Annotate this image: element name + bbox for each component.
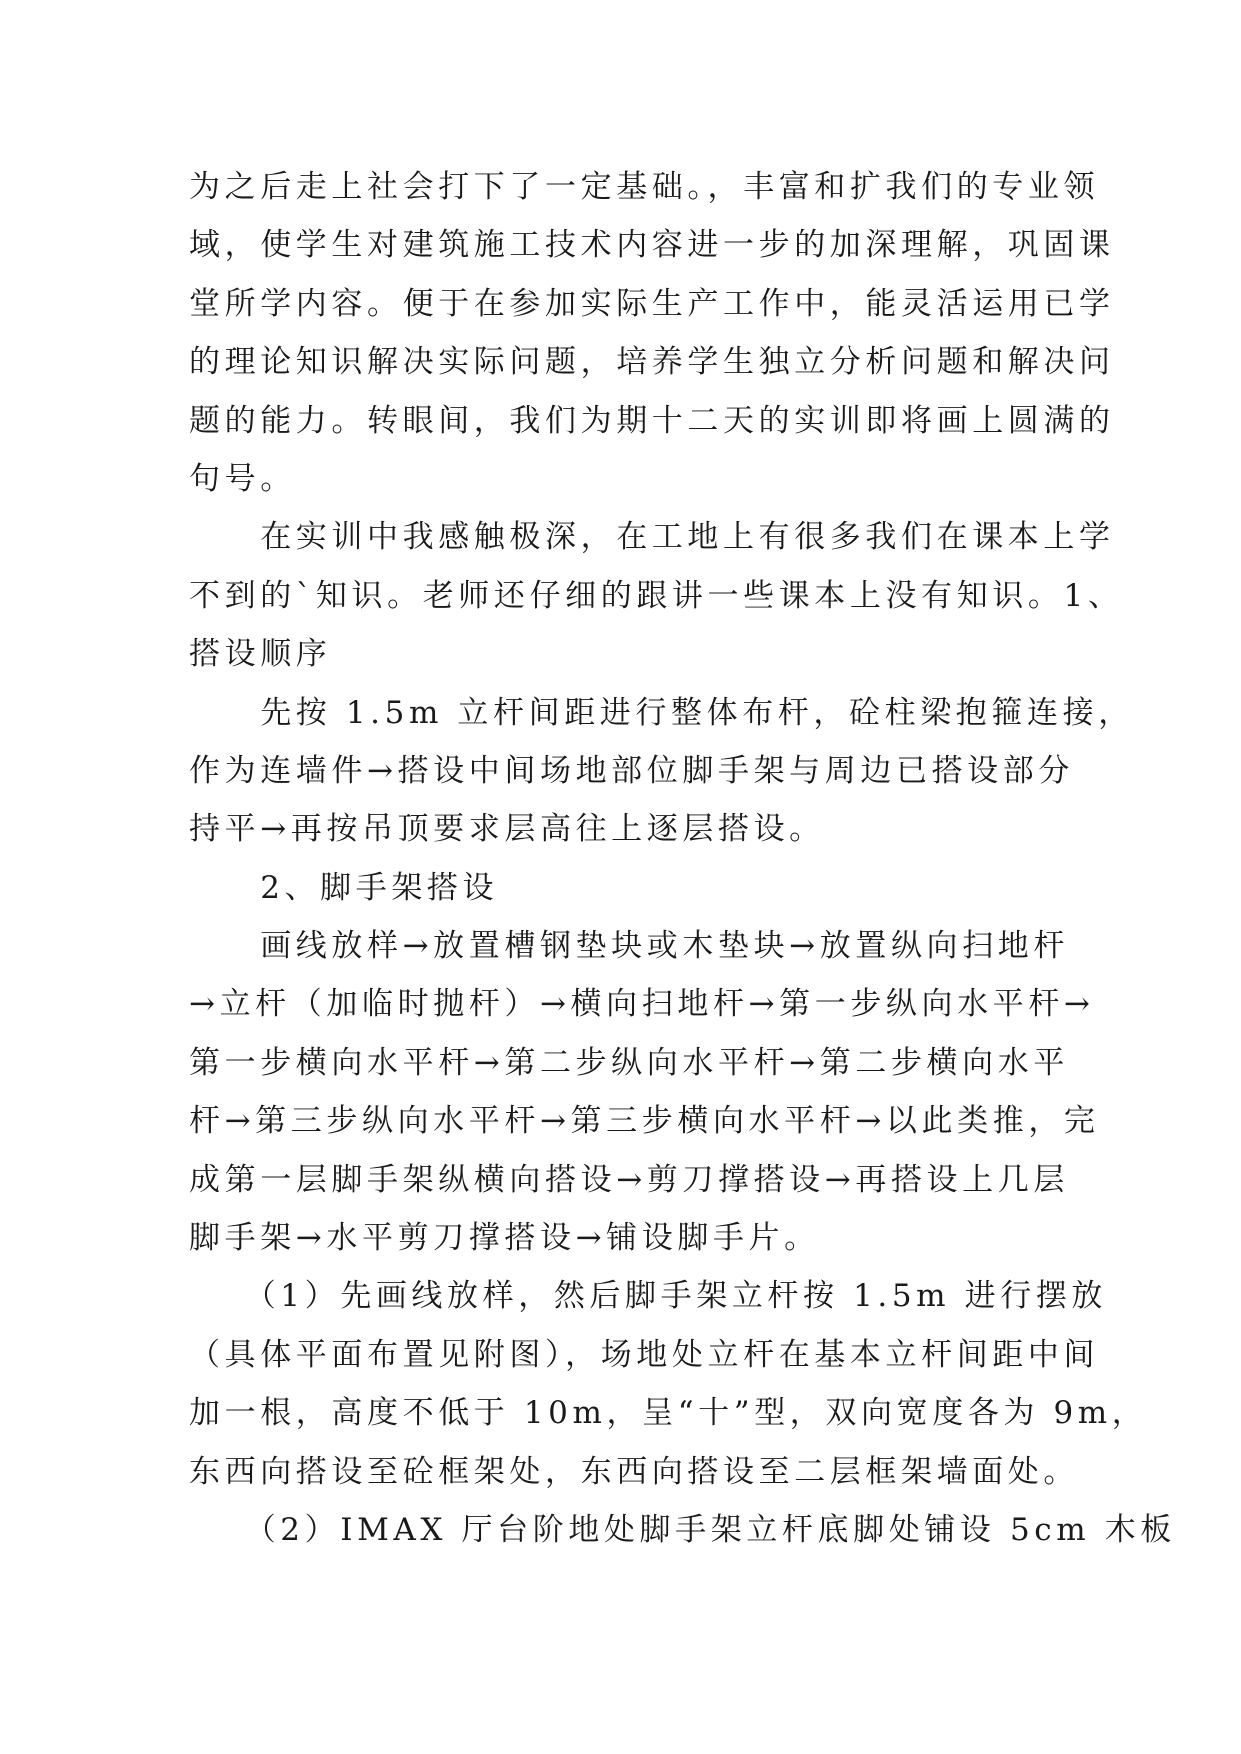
text-line: （具体平面布置见附图），场地处立杆在基本立杆间距中间 [189, 1336, 1100, 1373]
text-line: 题的能力。转眼间，我们为期十二天的实训即将画上圆满的 [189, 402, 1115, 439]
text-line: 作为连墙件→搭设中间场地部位脚手架与周边已搭设部分 [189, 752, 1074, 789]
text-line: →立杆（加临时抛杆）→横向扫地杆→第一步纵向水平杆→ [189, 986, 1095, 1023]
text-line: 域，使学生对建筑施工技术内容进一步的加深理解，巩固课 [189, 227, 1115, 264]
text-line: 先按 1.5m 立杆间距进行整体布杆，砼柱梁抱箍连接， [189, 694, 1134, 731]
text-line: 持平→再按吊顶要求层高往上逐层搭设。 [189, 811, 825, 848]
text-line: 加一根，高度不低于 10m，呈“十”型，双向宽度各为 9m， [189, 1395, 1148, 1432]
text-line: 第一步横向水平杆→第二步纵向水平杆→第二步横向水平 [189, 1044, 1069, 1081]
text-line: （2）IMAX 厅台阶地处脚手架立杆底脚处铺设 5cm 木板 [189, 1511, 1176, 1548]
text-line: 为之后走上社会打下了一定基础。，丰富和扩我们的专业领 [189, 169, 1100, 205]
text-line: 成第一层脚手架纵横向搭设→剪刀撑搭设→再搭设上几层 [189, 1161, 1069, 1198]
text-line: 在实训中我感触极深，在工地上有很多我们在课本上学 [189, 519, 1115, 556]
text-line: 东西向搭设至砼框架处，东西向搭设至二层框架墙面处。 [189, 1453, 1079, 1490]
text-line: 堂所学内容。便于在参加实际生产工作中，能灵活运用已学 [189, 285, 1115, 322]
text-line: 的理论知识解决实际问题，培养学生独立分析问题和解决问 [189, 344, 1115, 381]
text-line: （1）先画线放样，然后脚手架立杆按 1.5m 进行摆放 [189, 1278, 1108, 1315]
text-line: 杆→第三步纵向水平杆→第三步横向水平杆→以此类推，完 [189, 1103, 1100, 1140]
text-line: 脚手架→水平剪刀撑搭设→铺设脚手片。 [189, 1220, 820, 1257]
text-line: 不到的`知识。老师还仔细的跟讲一些课本上没有知识。1、 [189, 577, 1124, 614]
text-line: 搭设顺序 [189, 636, 332, 673]
text-line: 句号。 [189, 460, 296, 497]
body-text [189, 158, 1176, 1559]
text-line: 2、脚手架搭设 [189, 869, 499, 906]
text-line: 画线放样→放置槽钢垫块或木垫块→放置纵向扫地杆 [189, 928, 1069, 965]
